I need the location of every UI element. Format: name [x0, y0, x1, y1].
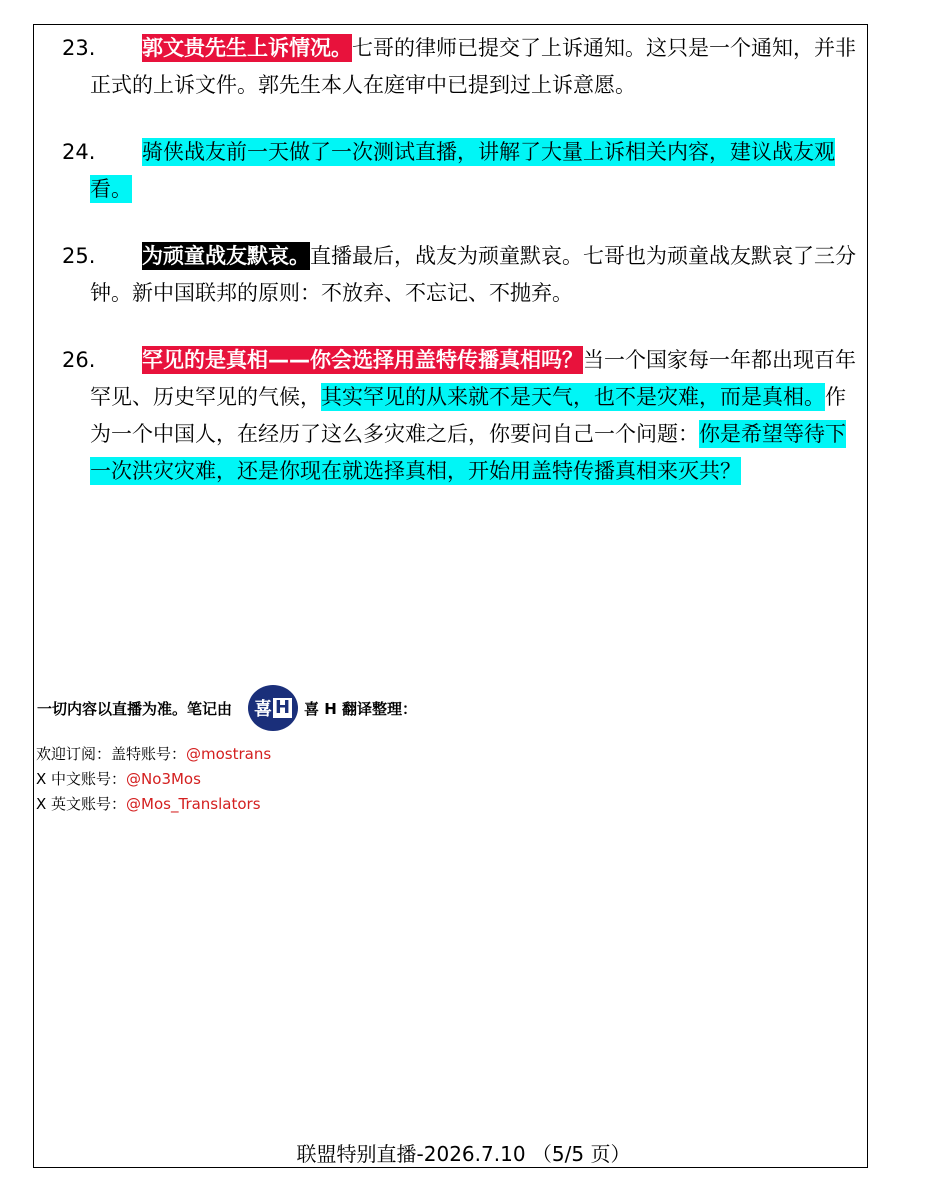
item-number: 25. — [62, 244, 96, 268]
note-item-24 — [62, 134, 862, 208]
contact-row-gettr — [36, 742, 271, 767]
item-text: 作为一个中国人，在经历了这么多灾难之后，你要问自己一个问题： — [90, 385, 846, 446]
item-heading-highlight: 罕见的是真相——你会选择用盖特传播真相吗？ — [142, 348, 583, 372]
note-item-23 — [62, 30, 862, 104]
item-text: 当一个国家每一年都出现百年罕见、历史罕见的气候， — [90, 348, 856, 409]
note-item-26 — [62, 342, 862, 490]
contact-handle-link[interactable]: @mostrans — [186, 745, 272, 763]
item-number: 23. — [62, 36, 96, 60]
item-text-highlight: 骑侠战友前一天做了一次测试直播，讲解了大量上诉相关内容，建议战友观看。 — [90, 140, 835, 201]
item-body — [90, 238, 862, 312]
credit-suffix: 喜 H 翻译整理： — [304, 699, 418, 718]
logo-letter: H — [274, 697, 291, 718]
contact-label: X 中文账号： — [36, 770, 127, 788]
note-list — [62, 30, 862, 520]
item-text: 七哥的律师已提交了上诉通知。这只是一个通知，并非正式的上诉文件。郭先生本人在庭审中已提到过上诉意愿。 — [90, 36, 856, 97]
contact-list — [36, 742, 271, 817]
contact-row-x-english — [36, 792, 271, 817]
contact-label: 欢迎订阅：盖特账号： — [36, 745, 187, 763]
item-text-highlight: 其实罕见的从来就不是天气，也不是灾难，而是真相。 — [321, 385, 825, 409]
item-number: 24. — [62, 140, 96, 164]
credit-line — [37, 685, 417, 731]
contact-row-x-chinese — [36, 767, 271, 792]
contact-handle-link[interactable]: @Mos_Translators — [126, 795, 261, 813]
note-item-25 — [62, 238, 862, 312]
item-heading-highlight: 郭文贵先生上诉情况。 — [142, 36, 352, 60]
item-body — [90, 134, 862, 208]
item-text: 直播最后，战友为顽童默哀。七哥也为顽童战友默哀了三分钟。新中国联邦的原则：不放弃、不忘记、不抛弃。 — [90, 244, 856, 305]
item-number: 26. — [62, 348, 96, 372]
credit-prefix: 一切内容以直播为准。笔记由 — [37, 699, 233, 718]
item-text-highlight: 你是希望等待下一次洪灾灾难，还是你现在就选择真相，开始用盖特传播真相来灭共？ — [90, 422, 846, 483]
item-body — [90, 342, 862, 490]
item-body — [90, 30, 862, 104]
page-footer: 联盟特别直播-2026.7.10 （5/5 页） — [296, 1142, 631, 1166]
logo-char: 喜 — [253, 699, 272, 720]
contact-label: X 英文账号： — [36, 795, 127, 813]
xi-h-logo-icon — [248, 685, 298, 731]
contact-handle-link[interactable]: @No3Mos — [126, 770, 201, 788]
item-heading-highlight: 为顽童战友默哀。 — [142, 244, 310, 268]
